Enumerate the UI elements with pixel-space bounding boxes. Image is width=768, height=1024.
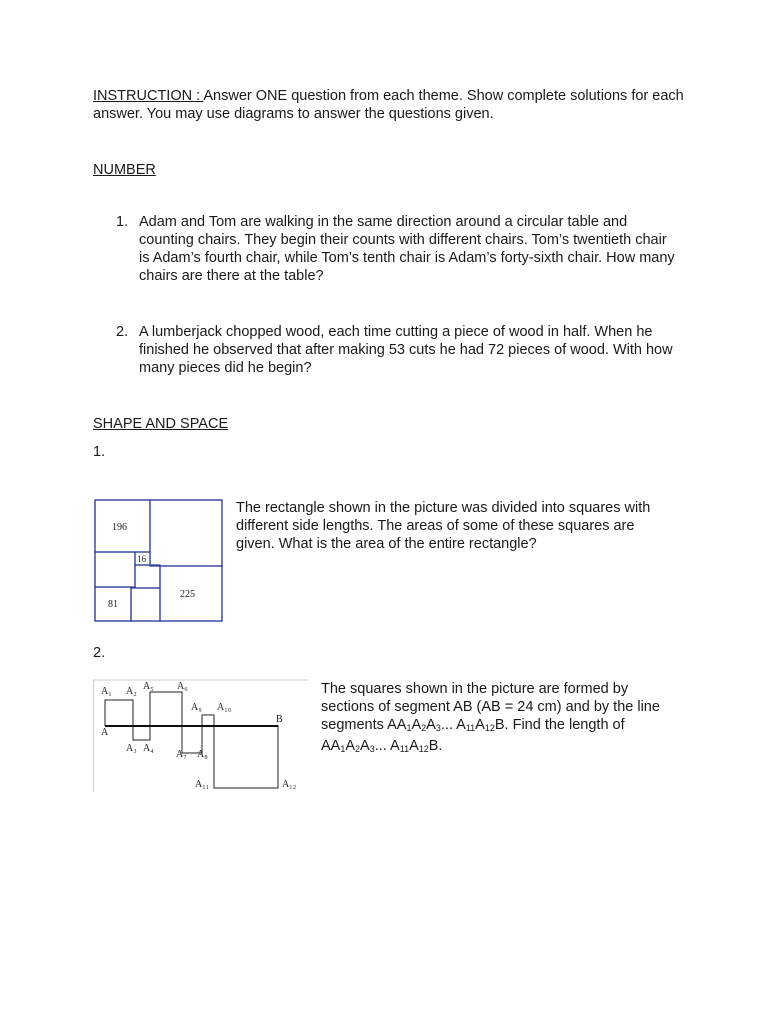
square-bottom-middle [131,588,160,621]
text-part: The squares shown in the picture are formed by sections of segment AB (AB = 24 cm) and by the line segments AA [321,681,660,733]
shape-question-2-text [321,680,676,758]
subscript: 3 [435,723,441,733]
instruction-paragraph [93,87,693,123]
question-number: 1. [116,214,129,230]
label-a2: A₂ [126,686,137,697]
square-small-middle [135,565,160,588]
label-a11: A₁₁ [195,779,210,790]
text-part: B. Find the length of AA [321,717,625,754]
shape-question-1-text: The rectangle shown in the picture was divided into squares with different side lengths. The areas of some of these squares are given. What is the area of the entire rectangle? [236,500,651,552]
area-label-196: 196 [112,522,127,533]
label-a1: A₁ [101,686,112,697]
label-a9: A₉ [191,702,202,713]
instruction-text: Answer ONE question from each theme. Show complete solutions for each answer. You may use diagrams to answer the questions given. [93,88,684,122]
shape-question-2-number: 2. [93,645,106,661]
text-part: ... A [440,717,466,733]
subscript: 2 [355,744,361,754]
subscript: 11 [465,723,476,733]
text-part: A [360,738,370,754]
label-a: A [101,727,109,738]
subscript: 1 [340,744,346,754]
label-a12: A₁₂ [282,779,297,790]
shape-and-space-heading: SHAPE AND SPACE [93,416,229,432]
number-heading: NUMBER [93,162,156,178]
subscript: 2 [421,723,427,733]
area-label-225: 225 [180,589,195,600]
text-part: ... A [374,738,400,754]
text-part: A [409,738,419,754]
subscript: 3 [369,744,375,754]
text-part: A [411,717,422,733]
rectangle-squares-diagram [94,499,224,623]
subscript: 1 [406,723,412,733]
subscript: 11 [399,744,410,754]
label-b: B [276,714,283,725]
label-a7: A₇ [176,749,187,760]
square-left-middle [95,552,135,587]
label-a4: A₄ [143,743,154,754]
text-part: A [426,717,436,733]
shape-question-1-number: 1. [93,444,106,460]
label-a3: A₃ [126,743,137,754]
area-label-16: 16 [137,554,146,564]
subscript: 12 [484,723,495,733]
text-part: A [475,717,485,733]
text-part: B. [428,738,443,754]
area-label-81: 81 [108,599,118,610]
subscript: 12 [418,744,429,754]
question-number: 2. [116,324,129,340]
question-text: Adam and Tom are walking in the same direction around a circular table and counting chairs. They begin their counts with different chairs. Tom’s twentieth chair is Adam’s fourth chair, while Tom’s tenth chair is Adam’s forty-sixth chair. How many chairs are there at the table? [139,214,675,284]
instruction-label: INSTRUCTION : [93,88,204,104]
question-text: A lumberjack chopped wood, each time cutting a piece of wood in half. When he finished he observed that after making 53 cuts he had 72 pieces of wood. With how many pieces did he begin? [139,324,673,376]
label-a5: A₅ [143,681,154,692]
square-top-right [150,500,222,566]
label-a10: A₁₀ [217,702,232,713]
text-part: A [345,738,356,754]
label-a6: A₆ [177,681,188,692]
label-a8: A₈ [197,749,208,760]
segment-squares-diagram [93,678,311,794]
